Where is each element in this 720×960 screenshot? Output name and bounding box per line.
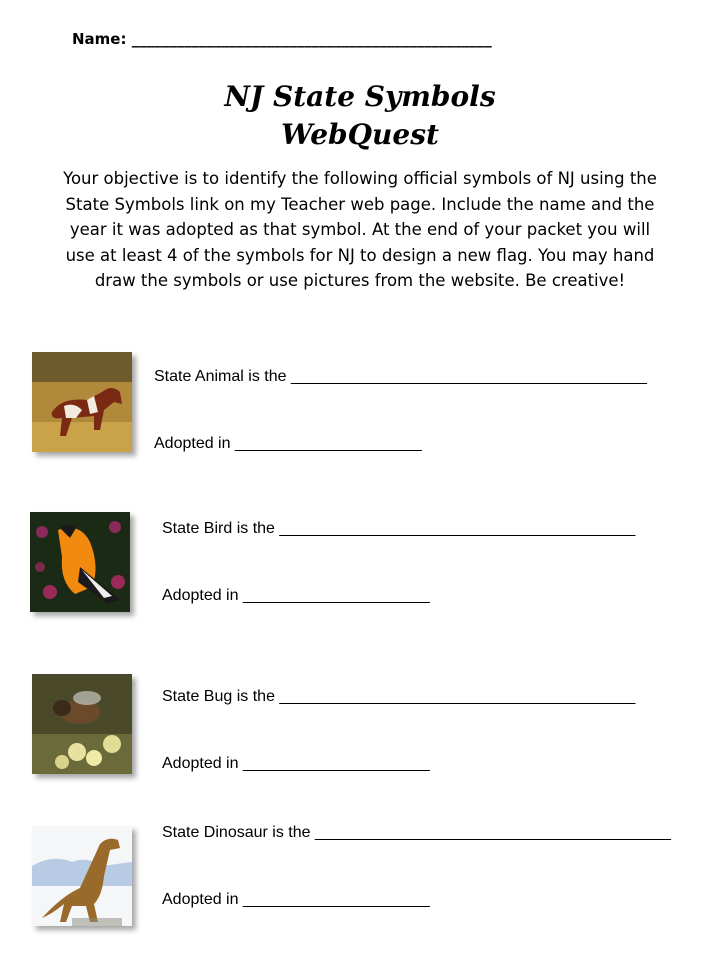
state-animal-prompt[interactable]: State Animal is the ________________________________________	[154, 368, 647, 385]
title-line-1: NJ State Symbols	[224, 80, 496, 113]
state-bird-adopted[interactable]: Adopted in _____________________	[162, 587, 430, 604]
instructions-paragraph: Your objective is to identify the following official symbols of NJ using the State Symbols link on my Teacher web page. Include the name and the year it was adopted as that symbol. At the end of your packet you will use at least 4 of the symbols for NJ to design a new flag. You may hand draw the symbols or use pictures from the website. Be creative!	[63, 169, 657, 290]
goldfinch-icon	[30, 512, 130, 612]
state-bug-prompt[interactable]: State Bug is the ________________________________________	[162, 688, 636, 705]
state-dinosaur-adopted[interactable]: Adopted in _____________________	[162, 891, 430, 908]
honeybee-icon	[32, 674, 132, 774]
state-animal-adopted[interactable]: Adopted in _____________________	[154, 435, 422, 452]
page-title	[0, 78, 720, 154]
state-dinosaur-prompt[interactable]: State Dinosaur is the ________________________________________	[162, 824, 671, 841]
state-bird-prompt[interactable]: State Bird is the ________________________________________	[162, 520, 636, 537]
name-field[interactable]: Name: ________________________________________________	[72, 30, 492, 48]
dinosaur-icon	[32, 826, 132, 926]
horse-icon	[32, 352, 132, 452]
title-line-2: WebQuest	[281, 118, 439, 151]
state-bug-adopted[interactable]: Adopted in _____________________	[162, 755, 430, 772]
